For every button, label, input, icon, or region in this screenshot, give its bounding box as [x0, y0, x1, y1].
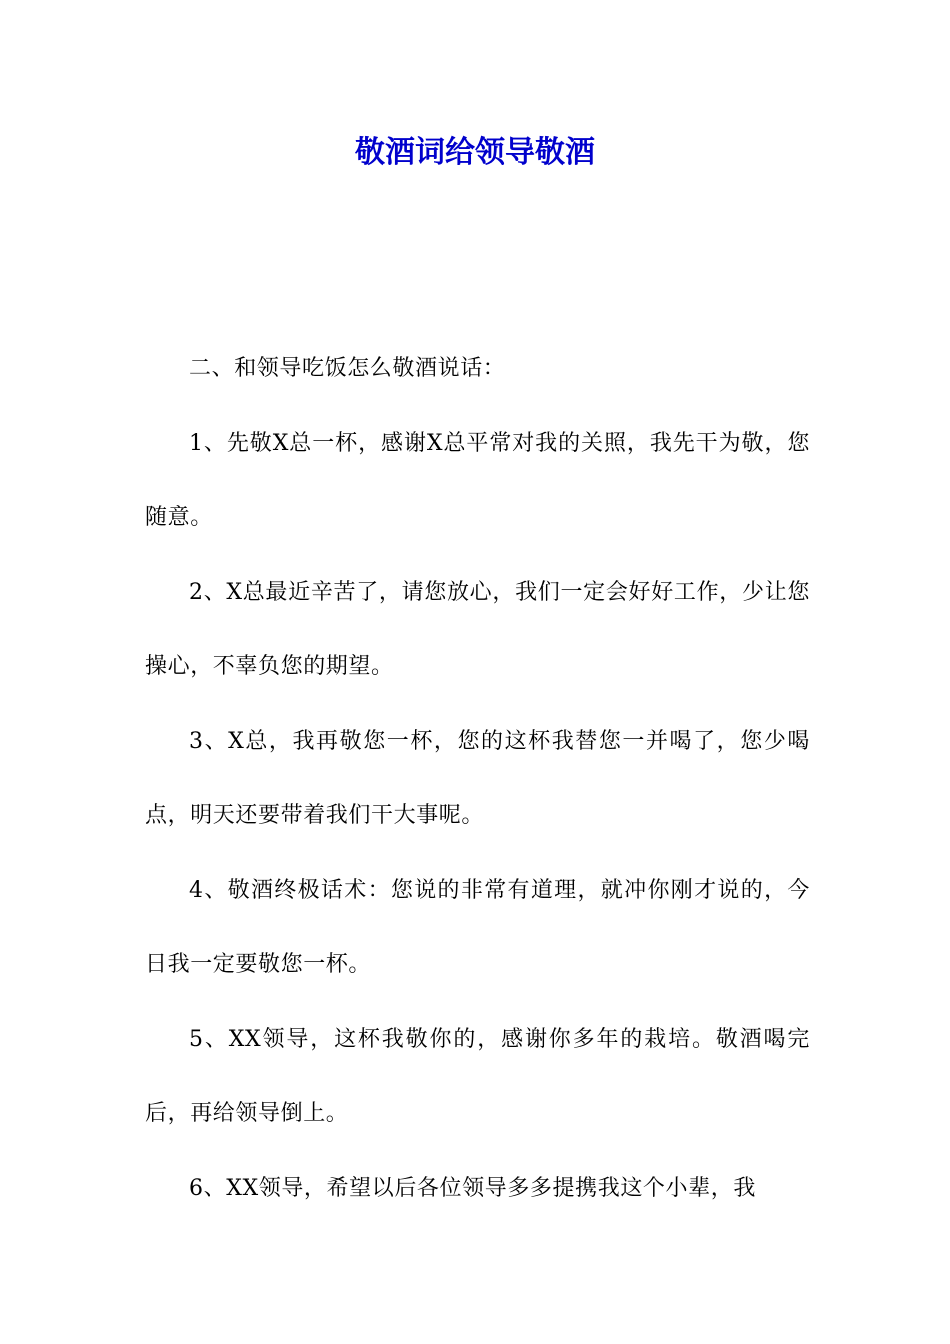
paragraph-1: 1、先敬X总一杯，感谢X总平常对我的关照，我先干为敬，您随意。 [145, 430, 810, 530]
paragraph-2: 2、X总最近辛苦了，请您放心，我们一定会好好工作，少让您操心，不辜负您的期望。 [145, 579, 810, 679]
document-title: 敬酒词给领导敬酒 [355, 135, 595, 170]
paragraph-5: 5、XX领导，这杯我敬你的，感谢你多年的栽培。敬酒喝完后，再给领导倒上。 [145, 1026, 810, 1126]
document-body [145, 332, 810, 1226]
paragraph-6: 6、XX领导，希望以后各位领导多多提携我这个小辈，我 [189, 1175, 756, 1201]
paragraph-3: 3、X总，我再敬您一杯，您的这杯我替您一并喝了，您少喝点，明天还要带着我们干大事呢。 [145, 728, 810, 828]
section-heading: 二、和领导吃饭怎么敬酒说话： [189, 356, 506, 381]
paragraph-4: 4、敬酒终极话术：您说的非常有道理，就冲你刚才说的，今日我一定要敬您一杯。 [145, 877, 810, 977]
